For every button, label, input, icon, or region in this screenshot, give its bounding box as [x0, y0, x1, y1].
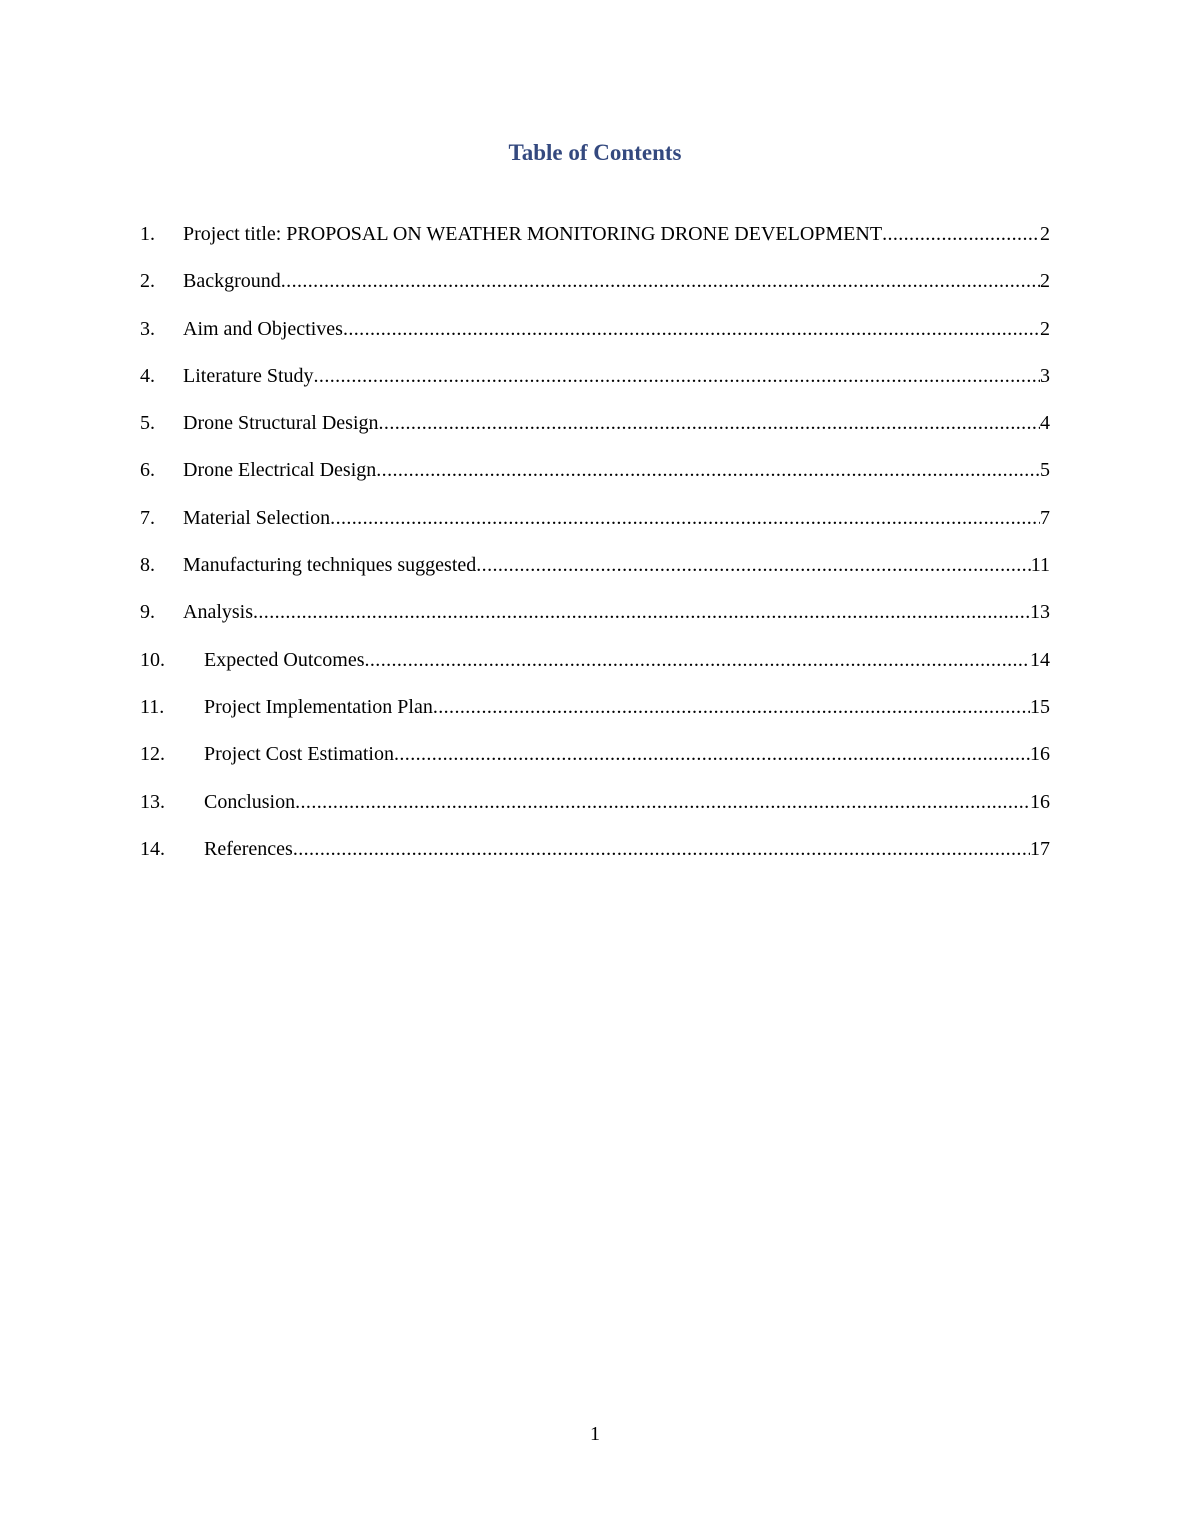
toc-entry-page: 17	[1030, 837, 1050, 860]
toc-entry-number: 13.	[140, 790, 165, 813]
toc-dot-leader	[293, 835, 1030, 863]
toc-dot-leader	[882, 220, 1040, 248]
toc-entry[interactable]	[140, 693, 1050, 740]
toc-entry[interactable]	[140, 267, 1050, 314]
toc-entry-label: References	[204, 837, 293, 860]
toc-entry-label: Project title: PROPOSAL ON WEATHER MONITORING DRONE DEVELOPMENT	[183, 223, 883, 245]
toc-dot-leader	[365, 646, 1031, 674]
toc-entry[interactable]	[140, 788, 1050, 835]
toc-entry-page: 13	[1030, 601, 1050, 624]
toc-entry[interactable]	[140, 362, 1050, 409]
toc-entry-page: 3	[1040, 364, 1050, 387]
toc-entry-label: Analysis	[183, 601, 253, 624]
toc-entry-number: 12.	[140, 743, 165, 766]
toc-dot-leader	[476, 551, 1030, 579]
toc-dot-leader	[343, 315, 1040, 343]
toc-entry-number: 9.	[140, 601, 155, 624]
toc-entry-page: 5	[1040, 459, 1050, 482]
toc-entry-label: Manufacturing techniques suggested	[183, 554, 477, 577]
toc-entry-page: 16	[1030, 790, 1050, 813]
toc-entry-number: 11.	[140, 695, 165, 718]
toc-entry-number: 10.	[140, 648, 165, 671]
toc-entry-page: 2	[1040, 223, 1050, 245]
toc-entry-number: 7.	[140, 506, 155, 529]
toc-entry[interactable]	[140, 504, 1050, 551]
toc-entry-label: Conclusion	[204, 790, 296, 813]
toc-entry[interactable]	[140, 646, 1050, 693]
toc-entry-page: 14	[1030, 648, 1050, 671]
toc-entry-number: 8.	[140, 554, 155, 577]
toc-entry-label: Background	[183, 270, 281, 293]
toc-entry-number: 6.	[140, 459, 155, 482]
toc-entry-page: 7	[1040, 506, 1050, 529]
toc-title: Table of Contents	[508, 140, 682, 165]
toc-entry[interactable]	[140, 456, 1050, 503]
toc-entry-page: 16	[1030, 743, 1050, 766]
toc-entry[interactable]	[140, 835, 1050, 882]
toc-dot-leader	[253, 598, 1030, 626]
toc-entry-number: 4.	[140, 364, 155, 387]
toc-entry-page: 11	[1030, 554, 1050, 577]
toc-entry[interactable]	[140, 598, 1050, 645]
toc-entry-number: 2.	[140, 270, 155, 293]
toc-dot-leader	[394, 740, 1030, 768]
toc-dot-leader	[433, 693, 1030, 721]
toc-entry-label: Aim and Objectives	[183, 317, 343, 340]
toc-entry-page: 2	[1040, 270, 1050, 293]
toc-entry-label: Expected Outcomes	[204, 648, 365, 671]
page-number: 1	[590, 1423, 600, 1445]
toc-entry-number: 1.	[140, 223, 155, 245]
toc-dot-leader	[295, 788, 1030, 816]
toc-dot-leader	[330, 504, 1040, 532]
toc-dot-leader	[281, 267, 1040, 295]
toc-entry[interactable]	[140, 409, 1050, 456]
toc-entry-label: Project Cost Estimation	[204, 743, 394, 766]
toc-entry-page: 15	[1030, 695, 1050, 718]
toc-entry[interactable]	[140, 551, 1050, 598]
toc-dot-leader	[379, 409, 1040, 437]
toc-entry-number: 14.	[140, 837, 165, 860]
toc-entry[interactable]	[140, 740, 1050, 787]
toc-entry-page: 2	[1040, 317, 1050, 340]
toc-entry[interactable]	[140, 220, 1050, 267]
toc-entry[interactable]	[140, 315, 1050, 362]
toc-list	[140, 220, 1050, 882]
toc-entry-number: 3.	[140, 317, 155, 340]
toc-entry-number: 5.	[140, 412, 155, 435]
toc-entry-label: Project Implementation Plan	[204, 695, 433, 718]
toc-entry-label: Material Selection	[183, 506, 331, 529]
toc-entry-label: Drone Electrical Design	[183, 459, 377, 482]
toc-dot-leader	[314, 362, 1040, 390]
toc-dot-leader	[376, 456, 1040, 484]
toc-entry-label: Drone Structural Design	[183, 412, 379, 435]
toc-entry-page: 4	[1040, 412, 1050, 435]
toc-entry-label: Literature Study	[183, 364, 314, 387]
